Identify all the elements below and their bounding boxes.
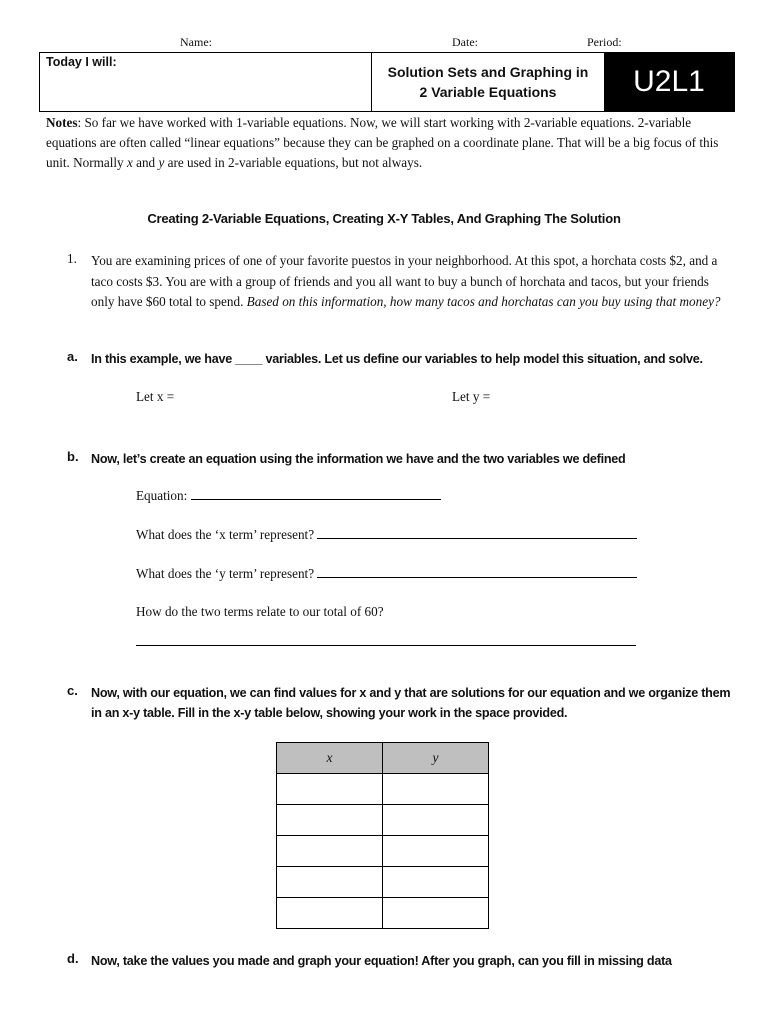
lesson-title-line2: 2 Variable Equations bbox=[419, 84, 557, 100]
x-cell[interactable] bbox=[277, 898, 383, 929]
x-term-label: What does the ‘x term’ represent? bbox=[136, 527, 315, 542]
y-cell[interactable] bbox=[383, 774, 489, 805]
xy-table bbox=[276, 742, 489, 929]
xy-header-y: y bbox=[383, 743, 489, 774]
notes-text-end: are used in 2-variable equations, but not always. bbox=[164, 155, 423, 170]
date-label: Date: bbox=[452, 35, 478, 49]
y-term-label: What does the ‘y term’ represent? bbox=[136, 566, 315, 581]
lesson-title bbox=[372, 53, 604, 111]
let-x-label: Let x = bbox=[136, 389, 175, 404]
period-label: Period: bbox=[587, 35, 622, 49]
relate-label: How do the two terms relate to our total of 60? bbox=[136, 604, 384, 619]
x-cell[interactable] bbox=[277, 805, 383, 836]
table-row bbox=[277, 805, 489, 836]
y-term-row bbox=[136, 566, 637, 582]
y-cell[interactable] bbox=[383, 867, 489, 898]
equation-label: Equation: bbox=[136, 488, 188, 503]
question-text bbox=[91, 251, 721, 313]
part-a-text-after: variables. Let us define our variables to help model this situation, and solve. bbox=[262, 352, 703, 366]
notes-text: : So far we have worked with 1-variable equations. Now, we will start working with 2-variable equations. 2-variable equations are often called “linear equations” because they can be graphed on a coordinate plane. That will be a big focus of this unit. Normally bbox=[46, 115, 719, 170]
lesson-title-line1: Solution Sets and Graphing in bbox=[387, 64, 589, 80]
section-title: Creating 2-Variable Equations, Creating X-Y Tables, And Graphing The Solution bbox=[147, 211, 621, 226]
part-a-blank[interactable]: ____ bbox=[235, 352, 263, 366]
today-i-will-label: Today I will: bbox=[46, 55, 117, 69]
x-term-row bbox=[136, 527, 637, 543]
header-box bbox=[39, 52, 735, 112]
part-d-letter: d. bbox=[67, 951, 79, 966]
notes-y: y bbox=[158, 155, 165, 170]
today-i-will-field[interactable] bbox=[40, 53, 372, 111]
part-d-text: Now, take the values you made and graph your equation! After you graph, can you fill in missing data bbox=[91, 954, 672, 968]
equation-row bbox=[136, 488, 441, 504]
question-italic: Based on this information, how many tacos and horchatas can you buy using that money? bbox=[246, 294, 721, 309]
x-term-blank[interactable] bbox=[317, 527, 637, 539]
equation-blank[interactable] bbox=[191, 488, 441, 500]
x-cell[interactable] bbox=[277, 867, 383, 898]
part-a-text bbox=[91, 349, 731, 369]
table-row bbox=[277, 836, 489, 867]
part-b-text: Now, let’s create an equation using the information we have and the two variables we defined bbox=[91, 452, 626, 466]
question-number: 1. bbox=[67, 251, 77, 266]
part-b-letter: b. bbox=[67, 449, 79, 464]
part-a-letter: a. bbox=[67, 349, 78, 364]
notes-x: x bbox=[126, 155, 133, 170]
y-term-blank[interactable] bbox=[317, 566, 637, 578]
table-row bbox=[277, 774, 489, 805]
x-cell[interactable] bbox=[277, 774, 383, 805]
x-cell[interactable] bbox=[277, 836, 383, 867]
y-cell[interactable] bbox=[383, 805, 489, 836]
relate-blank[interactable] bbox=[136, 645, 636, 646]
table-row bbox=[277, 867, 489, 898]
part-a-text-before: In this example, we have bbox=[91, 352, 236, 366]
notes-label: Notes bbox=[46, 115, 78, 130]
question-body: You are examining prices of one of your favorite puestos in your neighborhood. At this spot, a horchata costs $2, and a taco costs $3. You are with a group of friends and you all want to buy a bunch of horchata and tacos, but your friends only have $60 total to spend. bbox=[91, 253, 718, 309]
y-cell[interactable] bbox=[383, 898, 489, 929]
notes-and: and bbox=[132, 155, 159, 170]
table-row bbox=[277, 898, 489, 929]
y-cell[interactable] bbox=[383, 836, 489, 867]
xy-table-header bbox=[277, 743, 489, 774]
notes-paragraph bbox=[46, 113, 726, 173]
part-c-letter: c. bbox=[67, 683, 78, 698]
xy-header-x: x bbox=[277, 743, 383, 774]
name-label: Name: bbox=[180, 35, 212, 49]
part-c-text: Now, with our equation, we can find values for x and y that are solutions for our equation and we organize them in an x-y table. Fill in the x-y table below, showing your work in the space provided. bbox=[91, 686, 731, 720]
let-y-label: Let y = bbox=[452, 389, 491, 404]
lesson-code: U2L1 bbox=[604, 53, 734, 111]
